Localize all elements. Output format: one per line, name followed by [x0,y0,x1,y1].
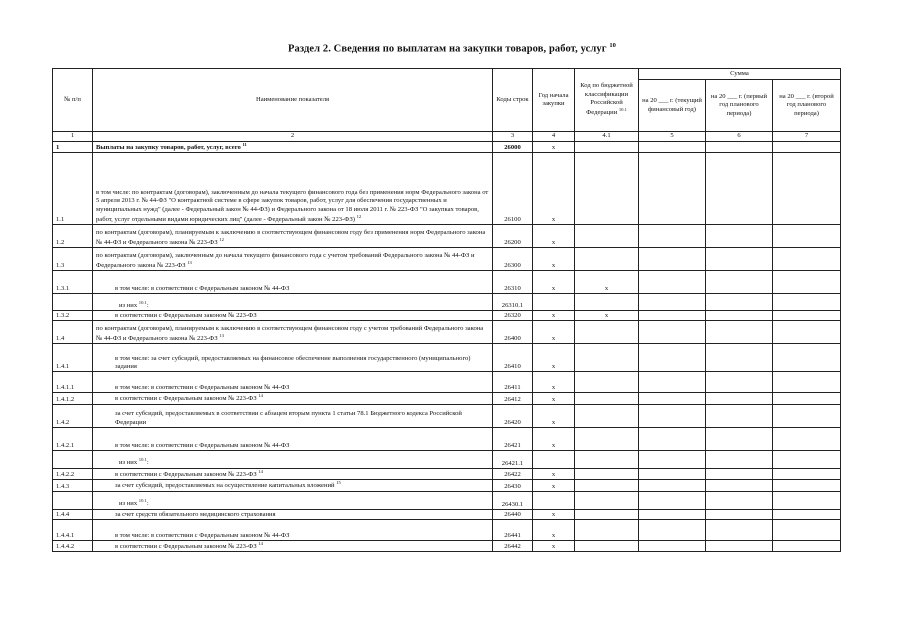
row-indicator-text: в том числе: в соответствии с Федеральным законом № 44-ФЗ [115,531,290,539]
section-title [0,42,904,55]
row-number: 1.2 [53,225,93,248]
row-sum-current-year [639,294,706,311]
row-sum-second-plan-year [773,294,841,311]
row-indicator-text: по контрактам (договорам), планируемым к заключению в соответствующем финансовом году с учетом требований Федерального закона № 44-ФЗ и Федерального закона № 223-ФЗ [96,324,484,343]
row-sum-first-plan-year [706,393,773,404]
row-sum-first-plan-year [706,540,773,551]
row-budget-code [575,450,639,468]
row-line-code: 26430.1 [493,491,533,509]
row-sum-first-plan-year [706,491,773,509]
row-sum-second-plan-year [773,509,841,519]
row-footnote-mark: 14 [258,393,263,399]
row-sum-first-plan-year [706,372,773,393]
row-sum-first-plan-year [706,344,773,372]
row-procurement-year: x [533,540,575,551]
row-indicator-name: из них $^{10.1}$: [93,450,493,468]
row-sum-first-plan-year [706,450,773,468]
row-indicator-name [93,153,493,225]
row-budget-code [575,491,639,509]
row-indicator-text: в том числе: по контрактам (договорам), заключенным до начала текущего финансового года без применения норм Федерального закона от 5 апреля 2013 г. № 44-ФЗ "О контрактной системе в сфере закупок товаров, работ, услуг для обеспечения государственных и муниципальных нужд" (далее - Федеральный закон № 44-ФЗ) и Федерального закона от 18 июля 2011 г. № 223-ФЗ "О закупках товаров, работ, услуг отдельными видами юридических лиц" (далее - Федеральный закон № 223-ФЗ) [96,189,489,224]
row-line-code: 26412 [493,393,533,404]
row-sum-current-year [639,344,706,372]
header-sum: Сумма [639,69,841,80]
row-sum-second-plan-year [773,248,841,271]
row-budget-code [575,372,639,393]
row-procurement-year [533,294,575,311]
row-indicator-text: в том числе: в соответствии с Федеральным законом № 44-ФЗ [115,441,290,449]
column-number-7: 7 [773,132,841,142]
header-sum-second-plan-year: на 20 ___ г. (второй год планового периода) [773,80,841,132]
row-sum-current-year [639,153,706,225]
column-number-5: 5 [639,132,706,142]
table-row [53,480,841,491]
table-row [53,404,841,427]
row-procurement-year: x [533,393,575,404]
row-sum-current-year [639,491,706,509]
row-sum-current-year [639,427,706,450]
header-budget-code [575,69,639,132]
row-sum-first-plan-year [706,153,773,225]
row-number [53,491,93,509]
row-line-code: 26000 [493,142,533,153]
row-budget-code [575,404,639,427]
row-sum-current-year [639,540,706,551]
row-procurement-year: x [533,372,575,393]
row-budget-code [575,519,639,540]
row-sum-second-plan-year [773,404,841,427]
row-budget-code: x [575,271,639,294]
column-number-4-1: 4.1 [575,132,639,142]
column-number-2: 2 [93,132,493,142]
row-indicator-name [93,540,493,551]
row-sum-first-plan-year [706,142,773,153]
header-sum-current-year: на 20 ___ г. (текущий финансовый год) [639,80,706,132]
row-indicator-text: в том числе: в соответствии с Федеральным законом № 44-ФЗ [115,384,290,392]
row-procurement-year: x [533,225,575,248]
table-row [53,142,841,153]
row-indicator-text: в соответствии с Федеральным законом № 223-ФЗ [115,543,257,551]
row-indicator-text: за счет субсидий, предоставляемых на осуществление капитальных вложений [115,482,335,490]
row-indicator-name [93,225,493,248]
row-indicator-name [93,480,493,491]
row-number: 1.3 [53,248,93,271]
row-sum-first-plan-year [706,321,773,344]
row-indicator-name [93,321,493,344]
header-number: № п/п [53,69,93,132]
row-procurement-year: x [533,344,575,372]
row-sum-second-plan-year [773,480,841,491]
row-sum-second-plan-year [773,540,841,551]
table-row [53,248,841,271]
table-row [53,393,841,404]
row-line-code: 26320 [493,311,533,321]
table-row [53,344,841,372]
row-procurement-year: x [533,427,575,450]
header-budget-code-footnote: 10.1 [618,107,627,113]
row-number: 1.3.1 [53,271,93,294]
row-budget-code [575,344,639,372]
row-budget-code [575,142,639,153]
row-sum-current-year [639,271,706,294]
row-budget-code [575,153,639,225]
header-indicator-name: Наименование показателя [93,69,493,132]
row-sum-current-year [639,519,706,540]
row-sum-second-plan-year [773,153,841,225]
column-number-1: 1 [53,132,93,142]
row-indicator-name [93,404,493,427]
row-number: 1.4.2 [53,404,93,427]
row-line-code: 26411 [493,372,533,393]
row-indicator-text: в соответствии с Федеральным законом № 223-ФЗ [115,312,257,320]
row-indicator-name: из них $^{10.1}$: [93,294,493,311]
row-sum-first-plan-year [706,271,773,294]
row-number [53,294,93,311]
row-indicator-name [93,248,493,271]
row-number: 1 [53,142,93,153]
row-procurement-year: x [533,404,575,427]
row-sum-current-year [639,225,706,248]
header-line-code: Коды строк [493,69,533,132]
row-footnote-mark: 15 [336,480,341,486]
row-number: 1.4.3 [53,480,93,491]
row-sum-second-plan-year [773,225,841,248]
payments-table [52,68,841,552]
row-sum-second-plan-year [773,519,841,540]
row-indicator-text: по контрактам (договорам), заключенным до начала текущего финансового года с учетом требований Федерального закона № 44-ФЗ и Федерального закона № 223-ФЗ [96,251,475,270]
row-sum-first-plan-year [706,248,773,271]
row-line-code: 26442 [493,540,533,551]
row-procurement-year: x [533,480,575,491]
row-number: 1.1 [53,153,93,225]
row-number: 1.4.1 [53,344,93,372]
row-indicator-name [93,372,493,393]
row-footnote-mark: 14 [258,540,263,546]
table-row [53,225,841,248]
row-budget-code [575,294,639,311]
row-sum-first-plan-year [706,294,773,311]
row-sum-current-year [639,404,706,427]
row-procurement-year: x [533,248,575,271]
section-title-footnote: 10 [609,42,617,49]
row-footnote-mark: 14 [258,468,263,474]
row-budget-code [575,393,639,404]
row-procurement-year [533,491,575,509]
column-number-4: 4 [533,132,575,142]
row-budget-code [575,480,639,491]
row-indicator-text: по контрактам (договорам), планируемым к заключению в соответствующем финансовом году без применения норм Федерального закона № 44-ФЗ и Федерального закона № 223-ФЗ [96,228,486,247]
row-sum-first-plan-year [706,225,773,248]
row-line-code: 26422 [493,468,533,479]
row-sum-second-plan-year [773,344,841,372]
row-indicator-name [93,509,493,519]
row-sum-first-plan-year [706,311,773,321]
row-indicator-text: из них [119,302,138,310]
section-title-text: Раздел 2. Сведения по выплатам на закупки товаров, работ, услуг [287,43,607,55]
row-sum-second-plan-year [773,321,841,344]
row-procurement-year: x [533,321,575,344]
row-indicator-text: за счет субсидий, предоставляемых в соответствии с абзацем вторым пункта 1 статьи 78.1 Бюджетного кодекса Российской Федерации [115,410,462,426]
row-footnote-mark: 11 [242,142,247,147]
row-budget-code [575,321,639,344]
row-line-code: 26200 [493,225,533,248]
row-line-code: 26440 [493,509,533,519]
row-procurement-year: x [533,468,575,479]
row-footnote-mark: 13 [187,260,192,265]
row-footnote-mark: 12 [219,237,224,242]
table-row [53,540,841,551]
row-line-code: 26100 [493,153,533,225]
row-indicator-text: за счет средств обязательного медицинского страхования [115,510,276,518]
table-row [53,468,841,479]
row-procurement-year: x [533,519,575,540]
row-sum-second-plan-year [773,491,841,509]
table-row [53,153,841,225]
row-procurement-year: x [533,142,575,153]
column-number-6: 6 [706,132,773,142]
row-indicator-name [93,519,493,540]
row-indicator-name [93,271,493,294]
row-line-code: 26420 [493,404,533,427]
row-line-code: 26310.1 [493,294,533,311]
row-sum-first-plan-year [706,404,773,427]
row-indicator-name [93,393,493,404]
header-procurement-year: Год начала закупки [533,69,575,132]
row-number: 1.3.2 [53,311,93,321]
row-footnote-mark: 13 [219,333,224,338]
row-indicator-text: Выплаты на закупку товаров, работ, услуг, всего [96,144,241,152]
header-sum-first-plan-year: на 20 ___ г. (первый год планового периода) [706,80,773,132]
row-sum-second-plan-year [773,271,841,294]
row-procurement-year [533,450,575,468]
table-row [53,450,841,468]
table-row [53,271,841,294]
row-sum-second-plan-year [773,372,841,393]
row-footnote-mark: 10.1 [138,300,147,305]
row-procurement-year: x [533,311,575,321]
row-sum-current-year [639,468,706,479]
row-line-code: 26410 [493,344,533,372]
table-row [53,311,841,321]
row-sum-current-year [639,372,706,393]
header-budget-code-text: Код по бюджетной классификации Российской Федерации [580,82,633,117]
row-sum-second-plan-year [773,450,841,468]
row-sum-second-plan-year [773,468,841,479]
row-budget-code [575,225,639,248]
row-number: 1.4.4 [53,509,93,519]
row-number: 1.4.2.1 [53,427,93,450]
row-number: 1.4 [53,321,93,344]
row-sum-current-year [639,480,706,491]
row-sum-current-year [639,509,706,519]
row-indicator-text: в том числе: за счет субсидий, предоставляемых на финансовое обеспечение выполнения государственного (муниципального) задания [115,354,471,371]
row-indicator-text: в соответствии с Федеральным законом № 223-ФЗ [115,471,257,479]
row-line-code: 26300 [493,248,533,271]
row-sum-current-year [639,393,706,404]
row-procurement-year: x [533,271,575,294]
row-line-code: 26441 [493,519,533,540]
row-number: 1.4.4.2 [53,540,93,551]
row-sum-second-plan-year [773,311,841,321]
row-sum-current-year [639,321,706,344]
row-sum-second-plan-year [773,427,841,450]
row-budget-code [575,540,639,551]
row-sum-first-plan-year [706,427,773,450]
row-budget-code [575,468,639,479]
row-indicator-name [93,344,493,372]
table-row [53,427,841,450]
row-number: 1.4.2.2 [53,468,93,479]
row-budget-code [575,427,639,450]
row-line-code: 26400 [493,321,533,344]
row-footnote-mark: 12 [356,214,362,219]
row-indicator-name [93,468,493,479]
row-number [53,450,93,468]
row-procurement-year: x [533,509,575,519]
row-sum-first-plan-year [706,480,773,491]
row-sum-second-plan-year [773,393,841,404]
row-sum-first-plan-year [706,509,773,519]
row-procurement-year: x [533,153,575,225]
row-line-code: 26430 [493,480,533,491]
table-row [53,294,841,311]
table-row [53,491,841,509]
table-row [53,509,841,519]
row-footnote-mark: 10.1 [138,498,147,504]
table-row [53,321,841,344]
row-indicator-text: из них [119,500,138,508]
row-sum-second-plan-year [773,142,841,153]
row-indicator-text: в том числе: в соответствии с Федеральным законом № 44-ФЗ [115,285,290,293]
row-number: 1.4.1.1 [53,372,93,393]
table-body [53,142,841,552]
row-indicator-name [93,427,493,450]
row-sum-current-year [639,142,706,153]
row-sum-first-plan-year [706,519,773,540]
row-budget-code [575,248,639,271]
table-row [53,372,841,393]
row-indicator-name: из них $^{10.1}$: [93,491,493,509]
row-sum-first-plan-year [706,468,773,479]
row-sum-current-year [639,311,706,321]
row-line-code: 26310 [493,271,533,294]
row-indicator-name [93,311,493,321]
row-footnote-mark: 10.1 [138,457,147,463]
row-line-code: 26421.1 [493,450,533,468]
row-budget-code: x [575,311,639,321]
row-number: 1.4.1.2 [53,393,93,404]
row-sum-current-year [639,248,706,271]
column-number-3: 3 [493,132,533,142]
row-indicator-text: из них [119,459,138,467]
row-indicator-name [93,142,493,153]
row-indicator-text: в соответствии с Федеральным законом № 223-ФЗ [115,395,257,403]
row-budget-code [575,509,639,519]
row-line-code: 26421 [493,427,533,450]
row-number: 1.4.4.1 [53,519,93,540]
row-sum-current-year [639,450,706,468]
table-row [53,519,841,540]
